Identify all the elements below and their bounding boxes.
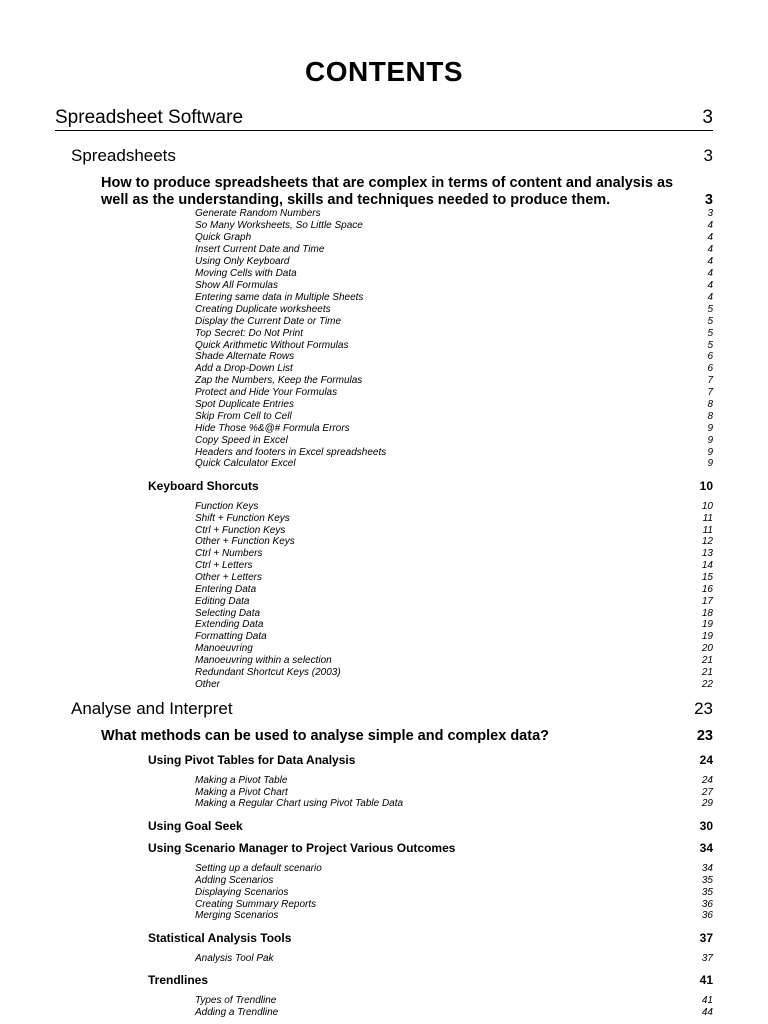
toc-entry bbox=[148, 841, 713, 855]
toc-entry bbox=[195, 584, 713, 596]
toc-entry-label: Using Only Keyboard bbox=[195, 256, 290, 267]
toc-page-number: 15 bbox=[701, 572, 713, 583]
toc-entry bbox=[195, 679, 713, 691]
toc-page-number: 12 bbox=[701, 536, 713, 547]
toc-entry-label: Hide Those %&@# Formula Errors bbox=[195, 423, 350, 434]
toc-entry bbox=[195, 560, 713, 572]
toc-page-number: 44 bbox=[701, 1007, 713, 1018]
toc-entry-label: Creating Duplicate worksheets bbox=[195, 304, 331, 315]
toc-entry-label-cont: well as the understanding, skills and techniques needed to produce them. bbox=[101, 192, 611, 208]
toc-entry-label: Extending Data bbox=[195, 619, 264, 630]
toc-entry-label: Other + Function Keys bbox=[195, 536, 295, 547]
toc-entry bbox=[195, 435, 713, 447]
toc-page-number: 27 bbox=[701, 787, 713, 798]
toc-entry-label: Top Secret: Do Not Print bbox=[195, 328, 304, 339]
toc-entry bbox=[195, 256, 713, 268]
toc-entry-label: Protect and Hide Your Formulas bbox=[195, 387, 338, 398]
toc-entry bbox=[195, 220, 713, 232]
toc-entry bbox=[195, 775, 713, 787]
toc-page-number: 8 bbox=[707, 411, 713, 422]
toc-entry-label: Copy Speed in Excel bbox=[195, 435, 288, 446]
toc-page-number: 29 bbox=[701, 798, 713, 809]
toc-page-number: 5 bbox=[707, 304, 713, 315]
toc-entry-label: Generate Random Numbers bbox=[195, 208, 321, 219]
toc-page-number: 7 bbox=[707, 375, 713, 386]
toc-page-number: 9 bbox=[707, 435, 713, 446]
toc-entry bbox=[195, 910, 713, 922]
toc-page-number: 20 bbox=[701, 643, 713, 654]
toc-page-number: 22 bbox=[701, 679, 713, 690]
toc-page-number: 36 bbox=[701, 910, 713, 921]
toc-page-number: 5 bbox=[707, 316, 713, 327]
toc-entry-label: Insert Current Date and Time bbox=[195, 244, 325, 255]
toc-entry bbox=[195, 875, 713, 887]
toc-entry-label: Adding Scenarios bbox=[195, 875, 274, 886]
toc-entry-label: Shift + Function Keys bbox=[195, 513, 290, 524]
toc-entry bbox=[195, 458, 713, 470]
toc-entry bbox=[195, 667, 713, 679]
toc-entry-label: Making a Pivot Table bbox=[195, 775, 288, 786]
toc-page-number: 13 bbox=[701, 548, 713, 559]
toc-entry-label: Zap the Numbers, Keep the Formulas bbox=[195, 375, 363, 386]
toc-entry bbox=[148, 753, 713, 767]
toc-entry bbox=[195, 887, 713, 899]
toc-entry-label: Creating Summary Reports bbox=[195, 899, 317, 910]
toc-entry bbox=[195, 596, 713, 608]
toc-entry-label: Ctrl + Function Keys bbox=[195, 525, 286, 536]
toc-entry-label: Displaying Scenarios bbox=[195, 887, 289, 898]
toc-page-number: 30 bbox=[699, 819, 713, 833]
toc-entry-label: Add a Drop-Down List bbox=[195, 363, 293, 374]
toc-page-number: 21 bbox=[701, 667, 713, 678]
toc-page-number: 10 bbox=[701, 501, 713, 512]
toc-entry-label: Spot Duplicate Entries bbox=[195, 399, 294, 410]
toc-entry bbox=[148, 819, 713, 833]
toc-entry-label: Statistical Analysis Tools bbox=[148, 931, 292, 945]
toc-entry bbox=[195, 548, 713, 560]
toc-entry-label: Show All Formulas bbox=[195, 280, 278, 291]
toc-entry bbox=[195, 513, 713, 525]
toc-entry-label: Analyse and Interpret bbox=[71, 699, 233, 718]
toc-page-number: 37 bbox=[699, 931, 713, 945]
toc-page-number: 23 bbox=[694, 699, 713, 718]
toc-page-number: 4 bbox=[707, 292, 713, 303]
toc-entry bbox=[195, 328, 713, 340]
toc-page-number: 36 bbox=[701, 899, 713, 910]
toc-entry bbox=[195, 351, 713, 363]
toc-entry bbox=[195, 643, 713, 655]
toc-entry bbox=[101, 175, 713, 209]
toc-entry bbox=[195, 501, 713, 513]
toc-entry-label: Analysis Tool Pak bbox=[195, 953, 274, 964]
toc-entry bbox=[71, 699, 713, 719]
toc-entry-label: Manoeuvring within a selection bbox=[195, 655, 332, 666]
toc-entry bbox=[195, 655, 713, 667]
toc-page-number: 41 bbox=[701, 995, 713, 1006]
toc-page-number: 17 bbox=[701, 596, 713, 607]
toc-entry bbox=[195, 292, 713, 304]
toc-entry bbox=[148, 973, 713, 987]
toc-entry-label: Redundant Shortcut Keys (2003) bbox=[195, 667, 341, 678]
toc-page-number: 4 bbox=[707, 220, 713, 231]
toc-page-number: 4 bbox=[707, 280, 713, 291]
toc-page-number: 24 bbox=[699, 753, 713, 767]
toc-entry bbox=[55, 107, 713, 131]
page-title: CONTENTS bbox=[305, 56, 463, 87]
toc-entry bbox=[195, 619, 713, 631]
toc-page-number: 37 bbox=[701, 953, 713, 964]
toc-page-number: 5 bbox=[707, 328, 713, 339]
toc-page-number: 35 bbox=[701, 875, 713, 886]
toc-entry-label: Ctrl + Numbers bbox=[195, 548, 263, 559]
toc-entry-label: Shade Alternate Rows bbox=[195, 351, 295, 362]
toc-entry-label: Merging Scenarios bbox=[195, 910, 279, 921]
toc-entry-label: Trendlines bbox=[148, 973, 209, 987]
toc-entry bbox=[195, 863, 713, 875]
toc-page-number: 14 bbox=[701, 560, 713, 571]
toc-page-number: 34 bbox=[701, 863, 713, 874]
toc-entry bbox=[195, 208, 713, 220]
toc-entry bbox=[195, 995, 713, 1007]
toc-entry-label: Quick Calculator Excel bbox=[195, 458, 296, 469]
toc-entry-label: Manoeuvring bbox=[195, 643, 253, 654]
toc-entry-label: Quick Arithmetic Without Formulas bbox=[195, 340, 349, 351]
toc-page-number: 9 bbox=[707, 458, 713, 469]
toc-page-number: 19 bbox=[701, 631, 713, 642]
toc-entry bbox=[195, 953, 713, 965]
toc-entry-label: Types of Trendline bbox=[195, 995, 277, 1006]
toc-entry-label: Formatting Data bbox=[195, 631, 267, 642]
toc-entry-label: Other + Letters bbox=[195, 572, 262, 583]
toc-entry bbox=[195, 798, 713, 810]
toc-entry-label: Using Scenario Manager to Project Various Outcomes bbox=[148, 841, 456, 855]
toc-page-number: 6 bbox=[707, 351, 713, 362]
toc-entry bbox=[195, 304, 713, 316]
toc-page-number: 18 bbox=[701, 608, 713, 619]
toc-page-number: 41 bbox=[699, 973, 713, 987]
toc-page-number: 3 bbox=[707, 208, 713, 219]
toc-entry-label: Keyboard Shorcuts bbox=[148, 479, 259, 493]
toc-page-number: 9 bbox=[707, 423, 713, 434]
toc-entry-label: Headers and footers in Excel spreadsheets bbox=[195, 447, 387, 458]
toc-entry bbox=[195, 387, 713, 399]
toc-entry bbox=[101, 728, 713, 745]
toc-entry-label: Setting up a default scenario bbox=[195, 863, 322, 874]
toc-entry bbox=[195, 232, 713, 244]
toc-entry-label: Spreadsheets bbox=[71, 146, 176, 165]
toc-entry-label: Function Keys bbox=[195, 501, 259, 512]
toc-entry-label: Selecting Data bbox=[195, 608, 261, 619]
toc-entry-label: Entering same data in Multiple Sheets bbox=[195, 292, 364, 303]
toc-entry bbox=[195, 536, 713, 548]
toc-page-number: 4 bbox=[707, 256, 713, 267]
toc-entry-label: Entering Data bbox=[195, 584, 257, 595]
toc-entry-label: What methods can be used to analyse simple and complex data? bbox=[101, 728, 549, 744]
toc-entry-label: Using Pivot Tables for Data Analysis bbox=[148, 753, 356, 767]
toc-entry-label: Moving Cells with Data bbox=[195, 268, 297, 279]
toc-entry-label: Editing Data bbox=[195, 596, 250, 607]
toc-page-number: 11 bbox=[702, 513, 713, 524]
toc-entry bbox=[71, 146, 713, 166]
toc-page-number: 23 bbox=[696, 728, 713, 744]
toc-entry bbox=[195, 375, 713, 387]
toc-page-number: 11 bbox=[702, 525, 713, 536]
toc-page-number: 3 bbox=[703, 146, 713, 165]
toc-entry bbox=[195, 572, 713, 584]
toc-entry bbox=[195, 411, 713, 423]
toc-entry-label: Other bbox=[195, 679, 221, 690]
toc-page-number: 21 bbox=[701, 655, 713, 666]
toc-page-number: 9 bbox=[707, 447, 713, 458]
toc-page-number: 8 bbox=[707, 399, 713, 410]
toc-page-number: 6 bbox=[707, 363, 713, 374]
toc-entry-label: Making a Regular Chart using Pivot Table Data bbox=[195, 798, 404, 809]
toc-page-number: 4 bbox=[707, 244, 713, 255]
toc-entry bbox=[195, 280, 713, 292]
toc-page-number: 35 bbox=[701, 887, 713, 898]
toc-entry-label: Spreadsheet Software bbox=[55, 107, 244, 128]
toc-page-number: 19 bbox=[701, 619, 713, 630]
toc-entry bbox=[195, 316, 713, 328]
toc-page-number: 3 bbox=[702, 107, 713, 128]
toc-page-number: 3 bbox=[704, 192, 713, 208]
toc-entry bbox=[148, 479, 713, 493]
toc-entry bbox=[195, 1007, 713, 1019]
toc-entry bbox=[195, 423, 713, 435]
toc-entry-label: Ctrl + Letters bbox=[195, 560, 253, 571]
toc-page-number: 34 bbox=[699, 841, 713, 855]
toc-page-number: 5 bbox=[707, 340, 713, 351]
toc-page-number: 4 bbox=[707, 232, 713, 243]
toc-entry bbox=[195, 268, 713, 280]
toc-page-number: 16 bbox=[701, 584, 713, 595]
toc-page-number: 24 bbox=[701, 775, 713, 786]
toc-entry bbox=[195, 244, 713, 256]
toc-entry-label: How to produce spreadsheets that are complex in terms of content and analysis as bbox=[101, 175, 674, 191]
toc-entry-label: Using Goal Seek bbox=[148, 819, 243, 833]
toc-entry bbox=[195, 363, 713, 375]
toc-entry-label: So Many Worksheets, So Little Space bbox=[195, 220, 363, 231]
toc-entry-label: Quick Graph bbox=[195, 232, 252, 243]
toc-entry-label: Skip From Cell to Cell bbox=[195, 411, 292, 422]
toc-page-number: 7 bbox=[707, 387, 713, 398]
toc-entry bbox=[195, 399, 713, 411]
toc-entry bbox=[195, 631, 713, 643]
toc-entry-label: Adding a Trendline bbox=[195, 1007, 279, 1018]
toc-entry-label: Display the Current Date or Time bbox=[195, 316, 342, 327]
toc-entry-label: Making a Pivot Chart bbox=[195, 787, 288, 798]
toc-page-number: 10 bbox=[699, 479, 713, 493]
toc-entry bbox=[148, 931, 713, 945]
toc-page-number: 4 bbox=[707, 268, 713, 279]
